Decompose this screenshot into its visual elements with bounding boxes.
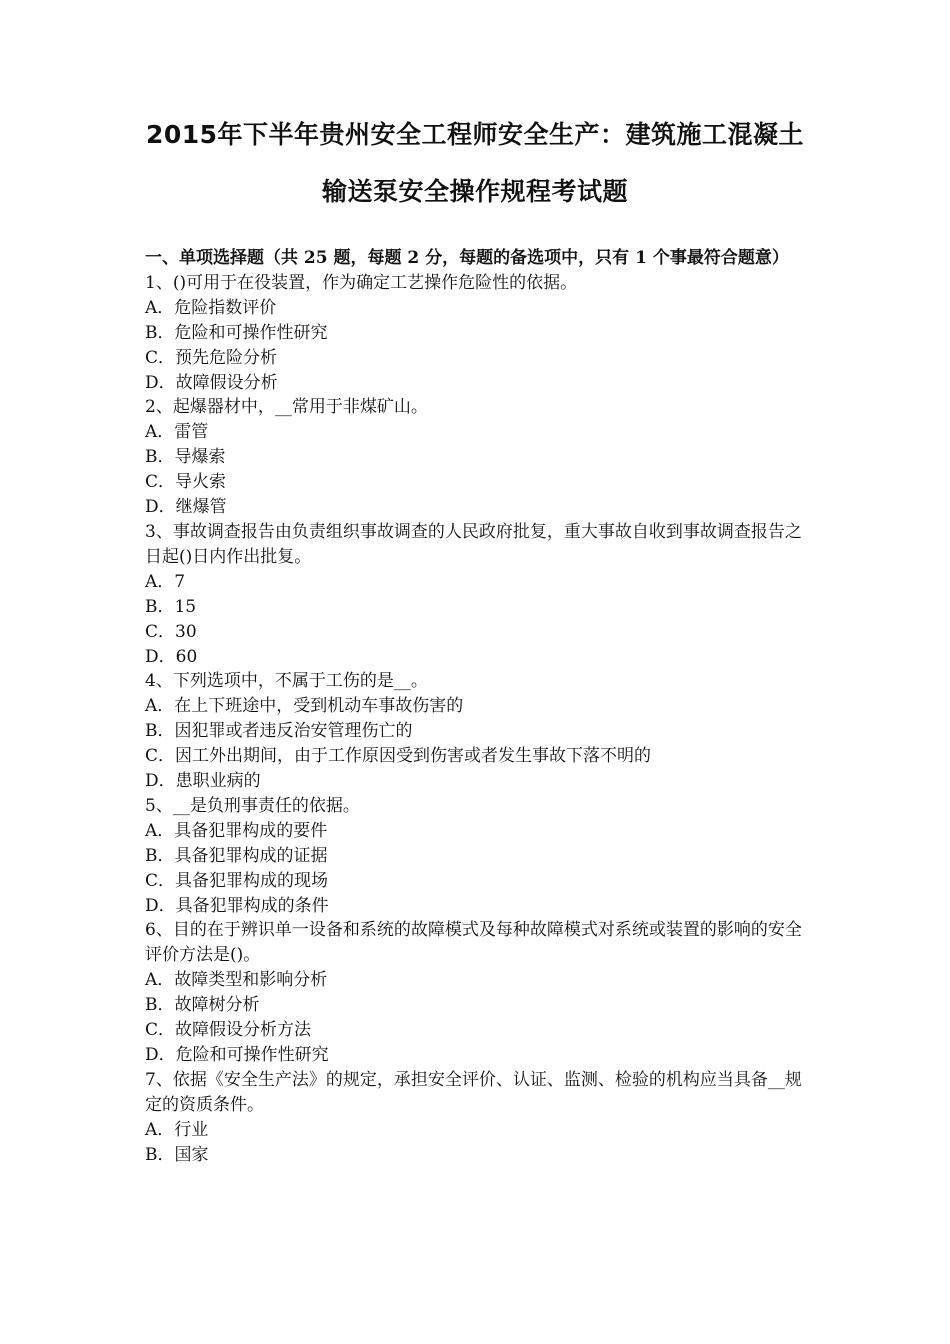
question-stem: 1、()可用于在役装置，作为确定工艺操作危险性的依据。: [145, 272, 578, 293]
question-stem: 7、依据《安全生产法》的规定，承担安全评价、认证、监测、检验的机构应当具备__规定的资质条件。: [145, 1069, 802, 1115]
section-heading: 一、单项选择题（共 25 题，每题 2 分，每题的备选项中，只有 1 个事最符合题意）: [145, 248, 789, 268]
option-a: A．具备犯罪构成的要件: [145, 820, 328, 841]
option-b: B．15: [145, 596, 197, 617]
question-7: [145, 1068, 813, 1168]
option-a: A．在上下班途中，受到机动车事故伤害的: [145, 696, 464, 717]
option-a: A．7: [145, 571, 186, 592]
option-d: D．故障假设分析: [145, 372, 278, 393]
option-d: D．继爆管: [145, 497, 227, 518]
option-a: A．行业: [145, 1119, 209, 1140]
option-c: C．具备犯罪构成的现场: [145, 870, 329, 891]
question-stem: 6、目的在于辨识单一设备和系统的故障模式及每种故障模式对系统或装置的影响的安全评价方法是()。: [145, 920, 802, 966]
option-a: A．雷管: [145, 422, 209, 443]
option-c: C．导火索: [145, 472, 227, 493]
question-stem: 5、__是负刑事责任的依据。: [145, 795, 360, 816]
question-3: [145, 520, 813, 669]
document-title-line-1: 2015年下半年贵州安全工程师安全生产：建筑施工混凝土: [145, 120, 805, 149]
option-b: B．危险和可操作性研究: [145, 322, 328, 343]
question-6: [145, 918, 813, 1067]
option-b: B．故障树分析: [145, 995, 260, 1016]
option-c: C．30: [145, 621, 197, 642]
option-d: D．危险和可操作性研究: [145, 1045, 329, 1065]
option-b: B．国家: [145, 1144, 209, 1165]
option-d: D．具备犯罪构成的条件: [145, 895, 329, 916]
option-a: A．危险指数评价: [145, 297, 277, 318]
option-c: C．故障假设分析方法: [145, 1020, 312, 1041]
option-d: D．患职业病的: [145, 771, 261, 792]
option-b: B．导爆索: [145, 447, 226, 468]
document-body: [145, 246, 813, 1168]
question-4: [145, 669, 813, 794]
option-d: D．60: [145, 646, 198, 667]
option-b: B．具备犯罪构成的证据: [145, 845, 328, 866]
option-b: B．因犯罪或者违反治安管理伤亡的: [145, 721, 413, 742]
option-c: C．预先危险分析: [145, 347, 278, 368]
option-c: C．因工外出期间，由于工作原因受到伤害或者发生事故下落不明的: [145, 746, 652, 767]
question-stem: 4、下列选项中，不属于工伤的是__。: [145, 671, 428, 692]
question-2: [145, 395, 813, 520]
question-stem: 3、事故调查报告由负责组织事故调查的人民政府批复，重大事故自收到事故调查报告之日起()日内作出批复。: [145, 521, 802, 567]
question-5: [145, 794, 813, 919]
question-stem: 2、起爆器材中，__常用于非煤矿山。: [145, 397, 428, 418]
question-1: [145, 271, 813, 396]
option-a: A．故障类型和影响分析: [145, 970, 328, 991]
document-title-line-2: 输送泵安全操作规程考试题: [321, 177, 628, 206]
